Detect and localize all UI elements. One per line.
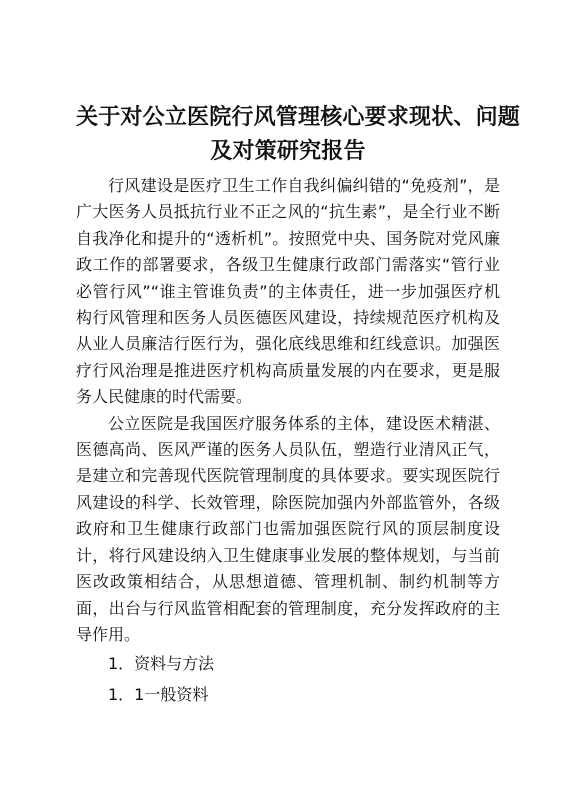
section-heading-1: 1．资料与方法 — [108, 654, 215, 674]
paragraph-1: 行风建设是医疗卫生工作自我纠偏纠错的“免疫剂”，是广大医务人员抵抗行业不正之风的“抗生素”，是全行业不断自我净化和提升的“透析机”。按照党中央、国务院对党风廉政工作的部署要求，各级卫生健康行政部门需落实“管行业必管行风”“谁主管谁负责”的主体责任，进一步加强医疗机构行风管理和医务人员医德医风建设，持续规范医疗机构及从业人员廉洁行医行为，强化底线思维和红线意识。加强医疗行风治理是推进医疗机构高质量发展的内在要求，更是服务人民健康的时代需要。 — [76, 176, 500, 407]
document-body — [76, 173, 500, 710]
title-line-1: 关于对公立医院行风管理核心要求现状、问题 — [76, 105, 521, 130]
document-title — [76, 101, 521, 169]
title-line-2: 及对策研究报告 — [210, 139, 366, 164]
section-heading-1-1: 1．1一般资料 — [108, 685, 209, 705]
paragraph-2: 公立医院是我国医疗服务体系的主体，建设医术精湛、医德高尚、医风严谨的医务人员队伍，塑造行业清风正气，是建立和完善现代医院管理制度的具体要求。要实现医院行风建设的科学、长效管理，除医院加强内外部监管外，各级政府和卫生健康行政部门也需加强医院行风的顶层制度设计，将行风建设纳入卫生健康事业发展的整体规划，与当前医改政策相结合，从思想道德、管理机制、制约机制等方面，出台与行风监管相配套的管理制度，充分发挥政府的主导作用。 — [76, 413, 500, 644]
